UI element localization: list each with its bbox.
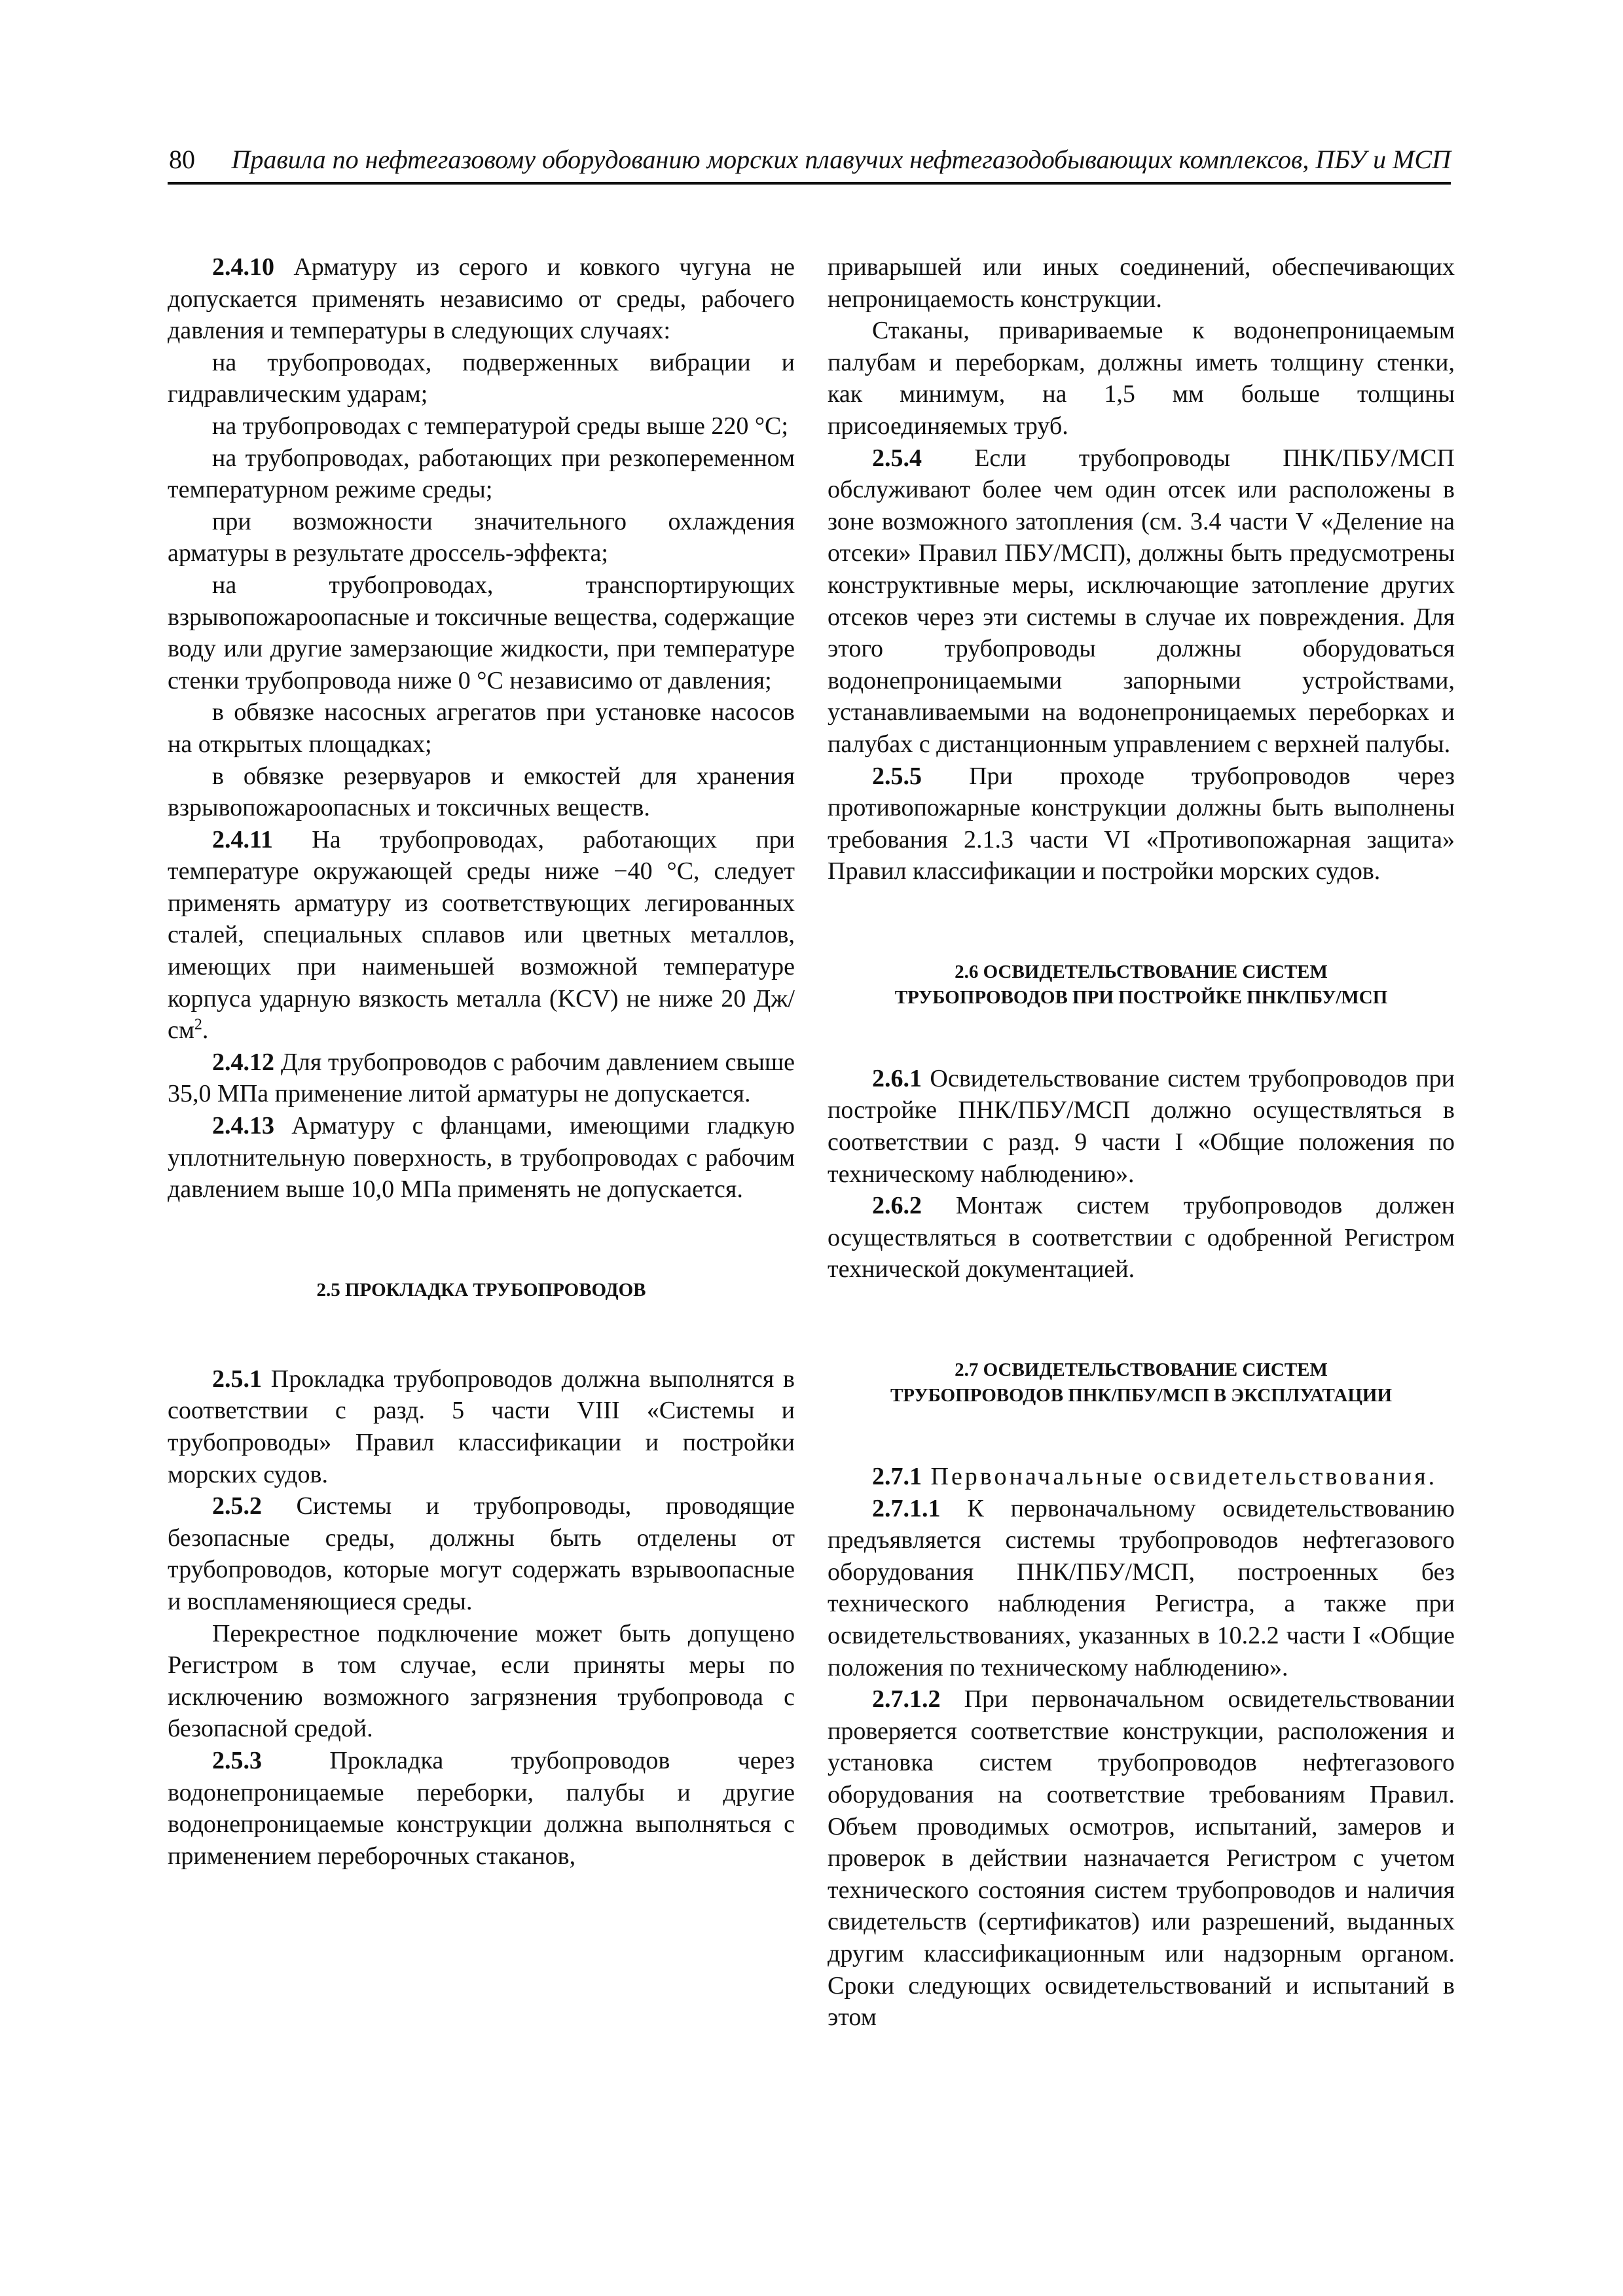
clause-number: 2.4.10 [212, 253, 274, 281]
paragraph-2-6-1 [828, 1063, 1455, 1190]
clause-number: 2.7.1 [872, 1463, 922, 1491]
list-item: на трубопроводах, подверженных вибрации и гидравлическим ударам; [168, 348, 795, 408]
clause-number: 2.4.11 [212, 825, 273, 853]
spacer [828, 888, 1455, 960]
spacer [168, 1206, 795, 1278]
clause-text: Освидетельствование систем трубопроводов при постройке ПНК/ПБУ/МСП должно осуществляться в соответствии с разд. 9 части I «Общие положения по техническому наблюдению». [828, 1064, 1455, 1188]
clause-text: Прокладка трубопроводов через водонепроницаемые переборки, палубы и другие водонепроницаемые конструкции должна выполняться с применением переборочных стаканов, [168, 1746, 795, 1870]
section-heading-2-5: 2.5 ПРОКЛАДКА ТРУБОПРОВОДОВ [316, 1279, 646, 1300]
clause-text: Прокладка трубопроводов должна выполнятся в соответствии с разд. 5 части VIII «Системы и трубопроводы» Правил классификации и постройки морских судов. [168, 1365, 795, 1488]
clause-number: 2.6.2 [872, 1192, 922, 1220]
heading-line: 2.6 ОСВИДЕТЕЛЬСТВОВАНИЕ СИСТЕМ [955, 961, 1328, 982]
section-heading-2-7 [828, 1357, 1455, 1408]
paragraph-glasses: Стаканы, привариваемые к водонепроницаемым палубам и переборкам, должны иметь толщину стенки, как минимум, на 1,5 мм больше толщины присоединяемых труб. [828, 317, 1455, 440]
paragraph-2-5-3 [168, 1745, 795, 1872]
paragraph-continuation: приварышей или иных соединений, обеспечивающих непроницаемость конструкции. [828, 253, 1455, 313]
paragraph-2-7-1 [828, 1461, 1455, 1493]
clause-number: 2.7.1.1 [872, 1494, 941, 1522]
paragraph-2-6-2 [828, 1190, 1455, 1285]
clause-number: 2.5.1 [212, 1365, 262, 1393]
paragraph-2-7-1-2 [828, 1683, 1455, 2034]
list-item: в обвязке резервуаров и емкостей для хранения взрывопожароопасных и токсичных веществ. [168, 762, 795, 822]
spacer [828, 1408, 1455, 1461]
paragraph-2-5-5 [828, 761, 1455, 888]
clause-text: Монтаж систем трубопроводов должен осуществляться в соответствии с одобренной Регистром технической документацией. [828, 1192, 1455, 1283]
list-item: в обвязке насосных агрегатов при установке насосов на открытых площадках; [168, 698, 795, 758]
clause-text: Если трубопроводы ПНК/ПБУ/МСП обслуживают более чем один отсек или расположены в зоне возможного затопления (см. 3.4 части V «Деление на отсеки» Правил ПБУ/МСП), должны быть предусмотрены конструктивные меры, исключающие затопление других отсеков через эти системы в случае их повреждения. Для этого трубопроводы должны оборудоваться водонепроницаемыми запорными устройствами, устанавливаемыми на водонепроницаемых переборках и палубах с дистанционным управлением с верхней палубы. [828, 444, 1455, 758]
clause-text: Для трубопроводов с рабочим давлением свыше 35,0 МПа применение литой арматуры не допускается. [168, 1048, 795, 1108]
heading-line: ТРУБОПРОВОДОВ ПНК/ПБУ/МСП В ЭКСПЛУАТАЦИИ [890, 1385, 1393, 1407]
clause-text: На трубопроводах, работающих при температуре окружающей среды ниже −40 °С, следует применять арматуру из соответствующих легированных сталей, специальных сплавов или цветных металлов, имеющих при наименьшей возможной температуре корпуса ударную вязкость металла (KCV) не ниже 20 Дж/см [168, 825, 795, 1045]
clause-number: 2.4.12 [212, 1048, 274, 1076]
heading-line: ТРУБОПРОВОДОВ ПРИ ПОСТРОЙКЕ ПНК/ПБУ/МСП [894, 986, 1388, 1008]
paragraph-2-4-10 [168, 251, 795, 347]
right-column [828, 251, 1455, 2034]
paragraph-2-4-13 [168, 1110, 795, 1206]
spacer [828, 1011, 1455, 1063]
clause-text: Арматуру из серого и ковкого чугуна не допускается применять независимо от среды, рабочего давления и температуры в следующих случаях: [168, 253, 795, 345]
paragraph-2-5-1 [168, 1363, 795, 1490]
paragraph-2-5-4 [828, 442, 1455, 761]
spacer [828, 1285, 1455, 1357]
list-item: при возможности значительного охлаждения арматуры в результате дроссель-эффекта; [168, 507, 795, 567]
clause-text: К первоначальному освидетельствованию предъявляется системы трубопроводов нефтегазового оборудования ПНК/ПБУ/МСП, построенных без технического наблюдения Регистра, а также при освидетельствованиях, указанных в 10.2.2 части I «Общие положения по техническому наблюдению». [828, 1494, 1455, 1681]
list-item: на трубопроводах, работающих при резкопеременном температурном режиме среды; [168, 444, 795, 504]
paragraph-2-7-1-1 [828, 1493, 1455, 1684]
running-title: Правила по нефтегазовому оборудованию морских плавучих нефтегазодобывающих комплексов, ПБУ и МСП [231, 145, 1451, 174]
left-column [168, 251, 795, 1872]
clause-text: Первоначальные освидетельствования. [922, 1463, 1438, 1491]
page-header [168, 143, 1451, 185]
clause-text: Арматуру с фланцами, имеющими гладкую уплотнительную поверхность, в трубопроводах с рабочим давлением выше 10,0 МПа применять не допускается. [168, 1112, 795, 1204]
clause-number: 2.7.1.2 [872, 1685, 941, 1713]
paragraph-2-5-2 [168, 1490, 795, 1617]
superscript: 2 [194, 1016, 202, 1033]
clause-number: 2.4.13 [212, 1112, 274, 1140]
heading-line: 2.7 ОСВИДЕТЕЛЬСТВОВАНИЕ СИСТЕМ [955, 1359, 1328, 1381]
clause-text-end: . [202, 1016, 209, 1045]
clause-number: 2.5.5 [872, 762, 922, 790]
spacer [168, 1303, 795, 1363]
clause-text: При первоначальном освидетельствовании проверяется соответствие конструкции, расположения и установка систем трубопроводов нефтегазового оборудования на соответствие требованиям Правил. Объем проводимых осмотров, испытаний, замеров и проверок в действии назначается Регистром с учетом технического состояния систем трубопроводов и наличия свидетельств (сертификатов) или разрешений, выданных другим классификационным или надзорным органом. Сроки следующих освидетельствований и испытаний в этом [828, 1685, 1455, 2032]
paragraph-cross-connection: Перекрестное подключение может быть допущено Регистром в том случае, если приняты меры по исключению возможного загрязнения трубопровода с безопасной средой. [168, 1619, 795, 1743]
clause-number: 2.5.2 [212, 1492, 262, 1520]
clause-number: 2.6.1 [872, 1064, 922, 1092]
page-number: 80 [169, 145, 195, 174]
paragraph-2-4-12 [168, 1047, 795, 1110]
list-item: на трубопроводах с температурой среды выше 220 °С; [212, 412, 788, 440]
list-item: на трубопроводах, транспортирующих взрывопожароопасные и токсичные вещества, содержащие воду или другие замерзающие жидкости, при температуре стенки трубопровода ниже 0 °С независимо от давления; [168, 571, 795, 694]
clause-text: При проходе трубопроводов через противопожарные конструкции должны быть выполнены требования 2.1.3 части VI «Противопожарная защита» Правил классификации и постройки морских судов. [828, 762, 1455, 886]
section-heading-2-6 [828, 960, 1455, 1011]
clause-number: 2.5.4 [872, 444, 922, 472]
paragraph-2-4-11 [168, 824, 795, 1047]
clause-number: 2.5.3 [212, 1746, 262, 1774]
clause-text: Системы и трубопроводы, проводящие безопасные среды, должны быть отделены от трубопроводов, которые могут содержать взрывоопасные и воспламеняющиеся среды. [168, 1492, 795, 1615]
